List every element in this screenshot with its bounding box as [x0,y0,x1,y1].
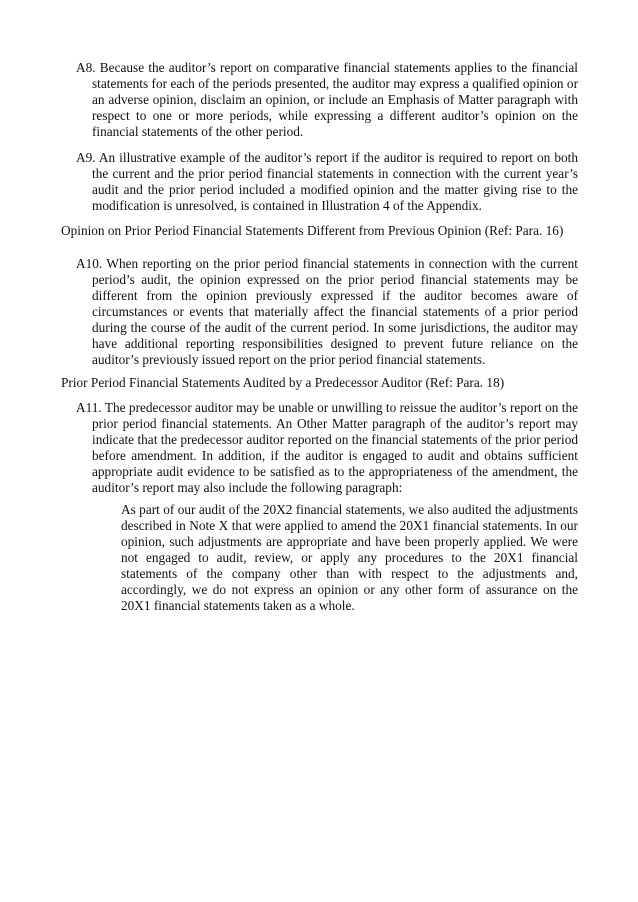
paragraph-a8: A8. Because the auditor’s report on comparative financial statements applies to the financial statements for each of the periods presented, the auditor may express a qualified opinion or an adverse opinion, disclaim an opinion, or include an Emphasis of Matter paragraph with respect to one or more periods, while expressing a different auditor’s opinion on the financial statements of the other period. [76,60,578,139]
section-heading-opinion-prior-period: Opinion on Prior Period Financial Statements Different from Previous Opinion (Ref: Para. 16) [61,223,564,238]
paragraph-a10: A10. When reporting on the prior period financial statements in connection with the current period’s audit, the opinion expressed on the prior period financial statements may be different from the opinion previously expressed if the auditor becomes aware of circumstances or events that materially affect the financial statements of a prior period during the course of the audit of the current period. In some jurisdictions, the auditor may have additional reporting responsibilities designed to prevent future reliance on the auditor’s previously issued report on the prior period financial statements. [76,256,578,367]
section-heading-predecessor-auditor: Prior Period Financial Statements Audited by a Predecessor Auditor (Ref: Para. 18) [61,375,505,390]
paragraph-a11: A11. The predecessor auditor may be unable or unwilling to reissue the auditor’s report on the prior period financial statements. An Other Matter paragraph of the auditor’s report may indicate that the predecessor auditor reported on the financial statements of the prior period before amendment. In addition, if the auditor is engaged to audit and obtains sufficient appropriate audit evidence to be satisfied as to the appropriateness of the amendment, the auditor’s report may also include the following paragraph: [76,400,578,495]
block-quote-paragraph: As part of our audit of the 20X2 financial statements, we also audited the adjustments described in Note X that were applied to amend the 20X1 financial statements. In our opinion, such adjustments are appropriate and have been properly applied. We were not engaged to audit, review, or apply any procedures to the 20X1 financial statements of the company other than with respect to the adjustments and, accordingly, we do not express an opinion or any other form of assurance on the 20X1 financial statements taken as a whole. [121,502,578,613]
paragraph-a9: A9. An illustrative example of the auditor’s report if the auditor is required to report on both the current and the prior period financial statements in connection with the current year’s audit and the prior period included a modified opinion and the matter giving rise to the modification is unresolved, is contained in Illustration 4 of the Appendix. [76,150,578,213]
